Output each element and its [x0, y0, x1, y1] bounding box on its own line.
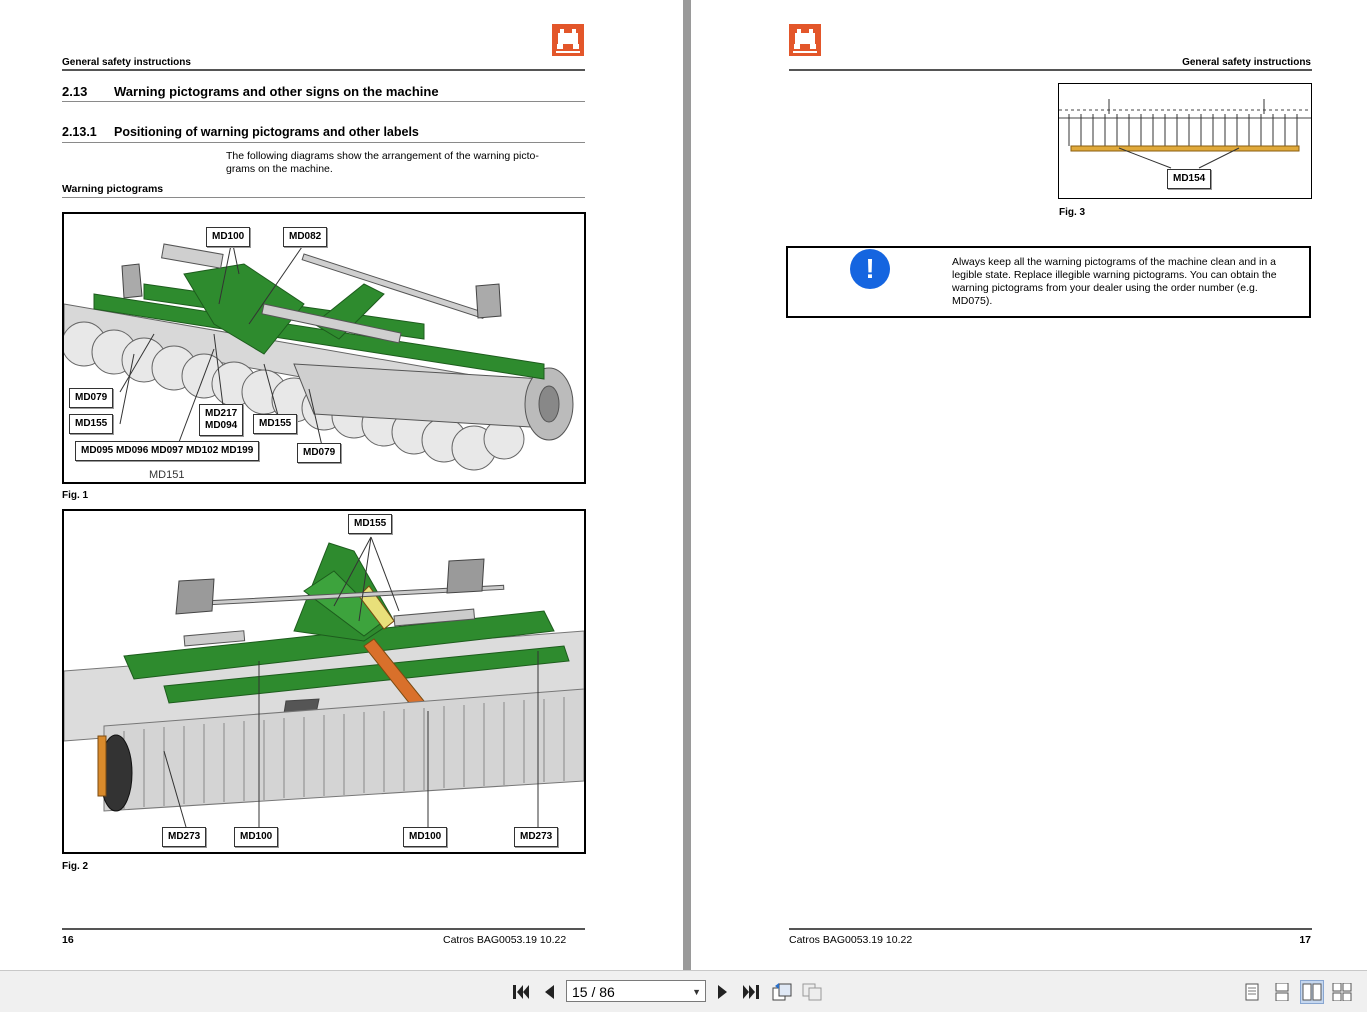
notice-line-1: Always keep all the warning pictograms of the machine clean and in a [952, 256, 1276, 268]
last-page-button[interactable] [740, 981, 762, 1003]
intro-line-1: The following diagrams show the arrangement of the warning picto- [226, 150, 539, 162]
callout-md079-right: MD079 [297, 443, 341, 463]
footer-rule [62, 928, 585, 930]
continuous-facing-view-icon [1332, 983, 1352, 1001]
go-forward-view-button[interactable] [800, 981, 824, 1003]
footer-rule-right [789, 928, 1312, 930]
callout-md155-mid: MD155 [253, 414, 297, 434]
document-page-right [691, 0, 1367, 970]
callout-md151: MD151 [149, 469, 185, 481]
next-page-icon [717, 984, 729, 1000]
subsection-title: Positioning of warning pictograms and other labels [114, 125, 419, 139]
previous-page-icon [543, 984, 555, 1000]
subsection-number: 2.13.1 [62, 125, 97, 139]
single-page-view-icon [1244, 983, 1260, 1001]
figure-2-caption: Fig. 2 [62, 861, 89, 872]
go-back-view-button[interactable] [770, 981, 794, 1003]
figure-3-caption: Fig. 3 [1059, 207, 1086, 218]
callout-md273-left: MD273 [162, 827, 206, 847]
subheading-rule [62, 197, 585, 198]
notice-line-2: legible state. Replace illegible warning pictograms. You can obtain the [952, 269, 1277, 281]
first-page-icon [512, 984, 530, 1000]
page-number-input[interactable] [566, 980, 706, 1002]
page-gutter [683, 0, 691, 970]
page-number-right: 17 [1299, 934, 1311, 946]
chevron-down-icon[interactable]: ▼ [692, 987, 701, 997]
header-rule [62, 69, 585, 71]
callout-md155-left: MD155 [69, 414, 113, 434]
single-page-view-button[interactable] [1240, 980, 1264, 1004]
page-number-left: 16 [62, 934, 74, 946]
continuous-view-button[interactable] [1270, 980, 1294, 1004]
go-back-view-icon [771, 982, 793, 1002]
warning-pictograms-heading: Warning pictograms [62, 183, 164, 195]
running-header-right: General safety instructions [1182, 57, 1311, 68]
facing-view-icon [1302, 983, 1322, 1001]
previous-page-button[interactable] [540, 981, 558, 1003]
doc-ref-right: Catros BAG0053.19 10.22 [789, 934, 913, 946]
running-header: General safety instructions [62, 57, 191, 68]
callout-md094-text: MD094 [205, 420, 238, 431]
section-title: Warning pictograms and other signs on the machine [114, 84, 439, 99]
amazone-logo-right [789, 24, 821, 56]
subsection-rule [62, 142, 585, 143]
callout-md079-left: MD079 [69, 388, 113, 408]
callout-md100: MD100 [206, 227, 250, 247]
continuous-view-icon [1274, 983, 1290, 1001]
viewer-toolbar [0, 970, 1367, 1012]
header-rule-right [789, 69, 1312, 71]
callout-md082: MD082 [283, 227, 327, 247]
callout-md154: MD154 [1167, 169, 1211, 189]
figure-1-caption: Fig. 1 [62, 490, 89, 501]
amazone-logo [552, 24, 584, 56]
exclamation-info-icon: ! [850, 249, 890, 289]
section-number: 2.13 [62, 84, 88, 99]
callout-md100-left: MD100 [234, 827, 278, 847]
first-page-button[interactable] [510, 981, 532, 1003]
section-rule [62, 101, 585, 102]
facing-view-button[interactable] [1300, 980, 1324, 1004]
document-page-left [0, 0, 683, 970]
notice-line-4: MD075). [952, 295, 993, 307]
callout-md100-right: MD100 [403, 827, 447, 847]
figure-2-machine-drawing [64, 511, 584, 852]
figure-2 [62, 509, 586, 854]
notice-line-3: warning pictograms from your dealer using the order number (e.g. [952, 282, 1258, 294]
callout-md155-fig2: MD155 [348, 514, 392, 534]
callout-md217-text: MD217 [205, 408, 238, 419]
callout-md273-right: MD273 [514, 827, 558, 847]
intro-line-2: grams on the machine. [226, 163, 333, 175]
last-page-icon [742, 984, 760, 1000]
continuous-facing-view-button[interactable] [1330, 980, 1354, 1004]
doc-ref-left: Catros BAG0053.19 10.22 [443, 934, 567, 946]
go-forward-view-icon [801, 982, 823, 1002]
page-indicator-text: 15 / 86 [572, 984, 615, 1000]
callout-md217-md094 [199, 404, 243, 436]
next-page-button[interactable] [714, 981, 732, 1003]
callout-md-group: MD095 MD096 MD097 MD102 MD199 [75, 441, 259, 461]
